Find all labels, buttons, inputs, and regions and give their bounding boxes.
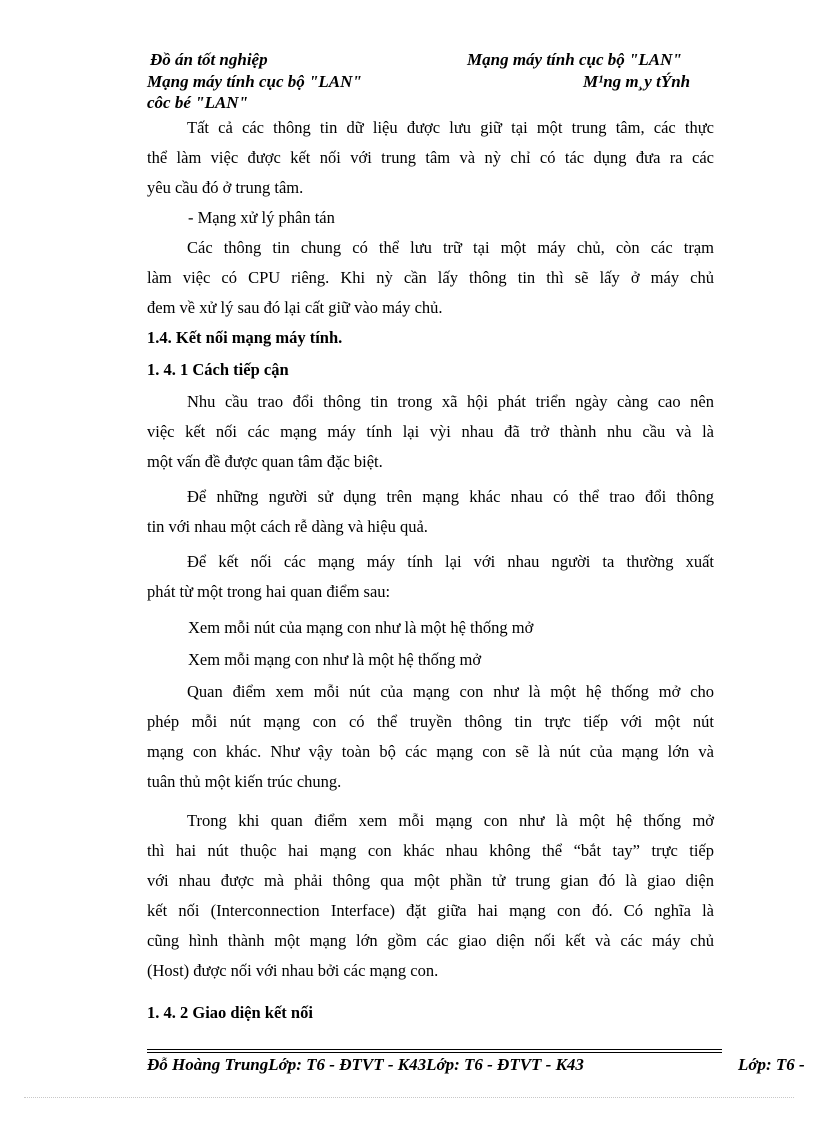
paragraph-line: tuân thủ một kiến trúc chung.: [147, 772, 342, 791]
paragraph-line: yêu cầu đó ở trung tâm.: [147, 178, 304, 197]
paragraph-line: cũng hình thành một mạng lớn gồm các giao diện nối kết và các máy chủ: [147, 931, 714, 950]
paragraph-line: Nhu cầu trao đổi thông tin trong xã hội phát triển ngày càng cao nên: [187, 392, 714, 411]
list-item-distributed: - Mạng xử lý phân tán: [188, 208, 335, 227]
footer-rule: [147, 1052, 722, 1053]
paragraph-6: [147, 547, 714, 607]
viewpoint-item-2: Xem mỗi mạng con như là một hệ thống mở: [188, 650, 482, 669]
paragraph-line: việc kết nối các mạng máy tính lại vỳi nhau đã trở thành nhu cầu và là: [147, 422, 714, 441]
paragraph-5: [147, 482, 714, 542]
footer-rule: [147, 1049, 722, 1050]
viewpoint-item-1: Xem mỗi nút của mạng con như là một hệ thống mở: [188, 618, 534, 637]
paragraph-10: [147, 806, 714, 986]
section-heading-1-4: 1.4. Kết nối mạng máy tính.: [147, 328, 343, 347]
paragraph-line: Trong khi quan điểm xem mỗi mạng con như là một hệ thống mở: [187, 811, 714, 830]
paragraph-line: với nhau được mà phải thông qua một phần tử trung gian đó là giao diện: [147, 871, 714, 890]
footer-right: Lớp: T6 -: [738, 1055, 805, 1074]
paragraph-line: Các thông tin chung có thể lưu trữ tại một máy chủ, còn các trạm: [187, 238, 714, 257]
header-right-line2: M¹ng m¸y tÝnh: [583, 72, 691, 91]
paragraph-line: tin với nhau một cách rễ dàng và hiệu quả.: [147, 517, 428, 536]
paragraph-line: một vấn đề được quan tâm đặc biệt.: [147, 452, 383, 471]
header-right-line1: Mạng máy tính cục bộ "LAN": [467, 50, 682, 69]
section-heading-1-4-1: 1. 4. 1 Cách tiếp cận: [147, 360, 289, 379]
footer-left: Đỗ Hoàng TrungLớp: T6 - ĐTVT - K43Lớp: T6 - ĐTVT - K43: [147, 1055, 584, 1074]
paragraph-line: phép mỗi nút mạng con có thể truyền thông tin trực tiếp với một nút: [147, 712, 714, 731]
paragraph-1: [147, 113, 714, 203]
paragraph-line: thì hai nút thuộc hai mạng con khác nhau không thể “bắt tay” trực tiếp: [147, 841, 714, 860]
paragraph-4: [147, 387, 714, 477]
section-heading-1-4-2: 1. 4. 2 Giao diện kết nối: [147, 1003, 313, 1022]
paragraph-3: [147, 233, 714, 323]
header-left-line2: Mạng máy tính cục bộ "LAN": [147, 72, 362, 91]
paragraph-line: Quan điểm xem mỗi nút của mạng con như là một hệ thống mở cho: [187, 682, 714, 701]
header-left-line3: côc bé "LAN": [147, 93, 249, 112]
paragraph-line: thể làm việc được kết nối với trung tâm và nỳ chỉ có tác dụng đưa ra các: [147, 148, 714, 167]
paragraph-line: mạng con khác. Như vậy toàn bộ các mạng con sẽ là nút của mạng lớn và: [147, 742, 714, 761]
paragraph-line: đem về xử lý sau đó lại cất giữ vào máy chủ.: [147, 298, 443, 317]
page-break-line: [24, 1097, 794, 1098]
paragraph-line: kết nối (Interconnection Interface) đặt giữa hai mạng con đó. Có nghĩa là: [147, 901, 714, 920]
header-left-line1: Đồ án tốt nghiệp: [150, 50, 268, 69]
paragraph-line: phát từ một trong hai quan điểm sau:: [147, 582, 391, 601]
paragraph-9: [147, 677, 714, 797]
paragraph-line: Tất cả các thông tin dữ liệu được lưu giữ tại một trung tâm, các thực: [187, 118, 714, 137]
paragraph-line: (Host) được nối với nhau bởi các mạng con.: [147, 961, 439, 980]
paragraph-line: Để kết nối các mạng máy tính lại với nhau người ta thường xuất: [187, 552, 714, 571]
paragraph-line: làm việc có CPU riêng. Khi nỳ cần lấy thông tin thì sẽ lấy ở máy chủ: [147, 268, 714, 287]
paragraph-line: Để những người sử dụng trên mạng khác nhau có thể trao đổi thông: [187, 487, 714, 506]
